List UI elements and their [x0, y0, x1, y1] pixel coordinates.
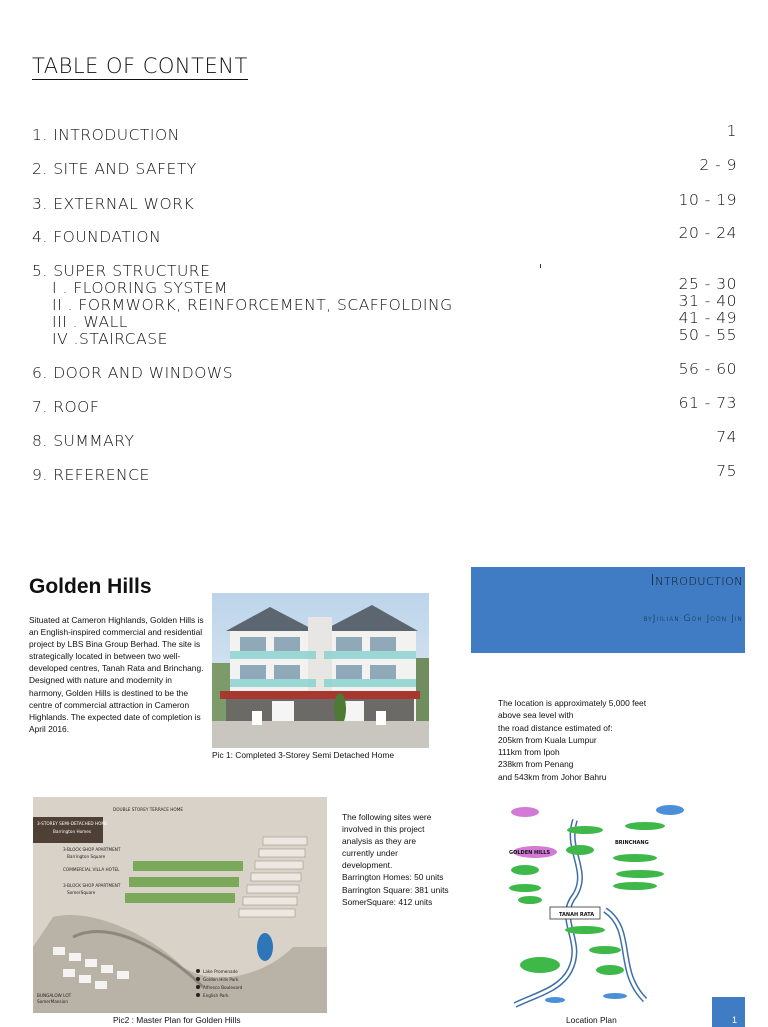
- sites-line: Barrington Square: 381 units: [342, 884, 449, 895]
- location-line: The location is approximately 5,000 feet: [498, 698, 647, 708]
- plan-label: 3-STOREY SEMI-DETACHED HOME: [37, 821, 108, 826]
- toc-label: 6. DOOR AND WINDOWS: [32, 364, 234, 382]
- toc-subitem-pages: 25 - 30: [678, 275, 737, 293]
- plan-legend-item: English Park: [203, 993, 229, 998]
- plan-label: 3-BLOCK SHOP APARTMENT: [63, 883, 121, 888]
- toc-pages: 61 - 73: [678, 394, 737, 412]
- toc-label: 4. FOUNDATION: [32, 228, 162, 246]
- toc-pages: 74: [716, 428, 737, 446]
- plan-label: BUNGALOW LOT: [37, 993, 72, 998]
- toc-label: 8. SUMMARY: [32, 432, 135, 450]
- golden-hills-title: Golden Hills: [29, 575, 152, 598]
- plan-label: SomerSquare: [67, 890, 96, 895]
- toc-pages: 56 - 60: [678, 360, 737, 378]
- pic1-caption: Pic 1: Completed 3-Storey Semi Detached Home: [212, 750, 395, 760]
- map-caption: Location Plan: [566, 1015, 617, 1025]
- semi-detached-home-photo: [212, 593, 429, 748]
- sites-line: currently under: [342, 848, 398, 859]
- toc-subitem-label: I . FLOORING SYSTEM: [52, 279, 228, 297]
- golden-hills-description: Situated at Cameron Highlands, Golden Hills is an English-inspired commercial and residential project by LBS Bina Group Berhad. The site is strategically located in between two well-developed centres, Tanah Rata and Brinchang. Designed with nature and modernity in harmony, Golden Hills is destined to be the centre of commercial attraction in Cameron Highlands. The expected date of completion is April 2016.: [29, 615, 204, 734]
- sites-line: The following sites were: [342, 812, 432, 822]
- toc-subitem-pages: 31 - 40: [678, 292, 737, 310]
- toc-pages: 20 - 24: [678, 224, 737, 242]
- toc-subitem-pages: 41 - 49: [678, 309, 737, 327]
- location-line: and 543km from Johor Bahru: [498, 771, 607, 782]
- toc-pages: 2 - 9: [699, 156, 737, 174]
- toc-title: TABLE OF CONTENT: [32, 54, 248, 78]
- location-line: above sea level with: [498, 710, 574, 721]
- toc-label: 1. INTRODUCTION: [32, 126, 180, 144]
- toc-label: 9. REFERENCE: [32, 466, 150, 484]
- plan-legend-item: Alfresco Boulevard: [203, 985, 243, 990]
- sites-line: SomerSquare: 412 units: [342, 896, 433, 907]
- plan-legend-item: Lake Promenade: [203, 969, 238, 974]
- introduction-banner: [471, 567, 745, 653]
- page-number-tab: [712, 997, 745, 1027]
- plan-label: SomerMansion: [37, 999, 68, 1004]
- toc-subitem-label: IV .STAIRCASE: [52, 330, 168, 348]
- location-line: the road distance estimated of:: [498, 722, 613, 733]
- location-map: [495, 800, 705, 1012]
- toc-pages: 1: [726, 122, 737, 140]
- plan-label: Barrington Square: [67, 854, 106, 859]
- plan-label: 3-BLOCK SHOP APARTMENT: [63, 847, 121, 852]
- location-line: 205km from Kuala Lumpur: [498, 734, 597, 745]
- toc-label: 7. ROOF: [32, 398, 100, 416]
- stray-mark: [540, 264, 541, 268]
- sites-line: development.: [342, 860, 393, 871]
- plan-legend-item: Golden Hills Park: [203, 977, 239, 982]
- introduction-title: Introduction: [650, 571, 743, 589]
- plan-label: DOUBLE STOREY TERRACE HOME: [113, 807, 183, 812]
- toc-label: 3. EXTERNAL WORK: [32, 195, 195, 213]
- toc-label: 5. SUPER STRUCTURE: [32, 262, 211, 280]
- sites-line: analysis as they are: [342, 836, 417, 847]
- toc-pages: 75: [716, 462, 737, 480]
- pic2-caption: Pic2 : Master Plan for Golden Hills: [113, 1015, 241, 1025]
- location-line: 238km from Penang: [498, 759, 574, 770]
- location-line: 111km from Ipoh: [498, 747, 560, 758]
- plan-label: COMMERCIAL VILLA HOTEL: [63, 867, 120, 872]
- toc-label: 2. SITE AND SAFETY: [32, 160, 197, 178]
- map-label: TANAH RATA: [559, 912, 595, 918]
- plan-label: Barrington Homes: [53, 829, 92, 834]
- page-number: 1: [731, 1015, 737, 1025]
- sites-line: Barrington Homes: 50 units: [342, 872, 444, 883]
- author-byline: byJiilian Goh Joon Jin: [643, 614, 743, 624]
- map-label: GOLDEN HILLS: [509, 850, 551, 856]
- toc-subitem-label: II . FORMWORK, REINFORCEMENT, SCAFFOLDING: [52, 296, 453, 314]
- sites-text: [342, 811, 449, 908]
- master-plan-image: [33, 797, 327, 1013]
- location-text: [498, 697, 646, 783]
- sites-line: involved in this project: [342, 824, 425, 835]
- map-label: BRINCHANG: [615, 840, 649, 846]
- toc-subitem-label: III . WALL: [52, 313, 128, 331]
- toc-subitem-pages: 50 - 55: [678, 326, 737, 344]
- toc-pages: 10 - 19: [678, 191, 737, 209]
